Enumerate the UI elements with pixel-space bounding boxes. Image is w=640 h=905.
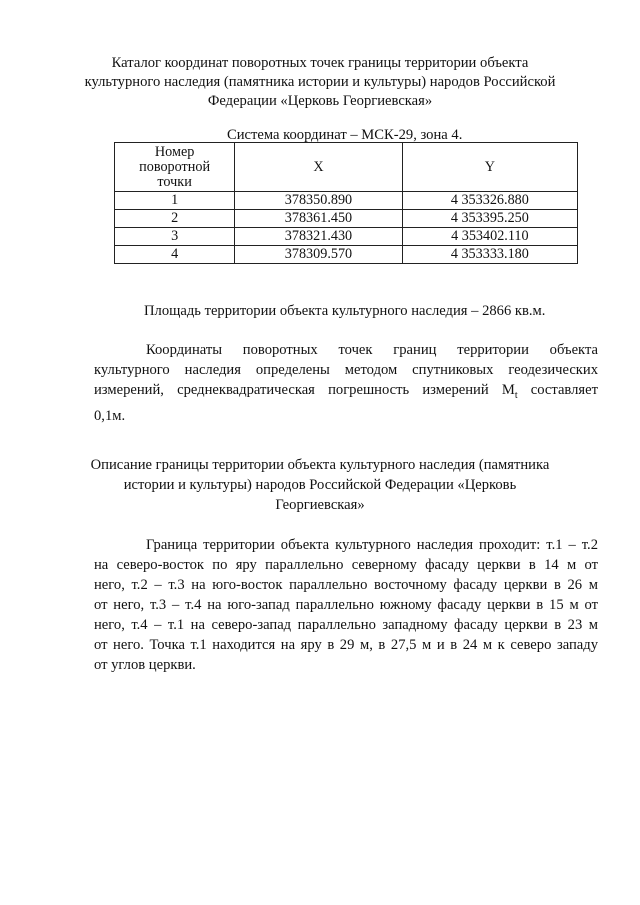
paragraph-line: культурного наследия определены методом спутниковых геодезических [94, 362, 598, 378]
paragraph-line [94, 380, 598, 406]
heading-line: Георгиевская» [275, 497, 365, 513]
header-text: точки [157, 173, 192, 190]
header-x: X [235, 143, 402, 192]
cell-y: 4 353395.250 [402, 210, 577, 228]
error-subscript: t [514, 389, 518, 401]
coordinates-method-paragraph [94, 340, 598, 426]
table-row [115, 192, 578, 210]
paragraph-line: Граница территории объекта культурного наследия проходит: т.1 – т.2 [146, 537, 598, 553]
table-row [115, 228, 578, 246]
paragraph-line: Координаты поворотных точек границ территории объекта [146, 342, 598, 358]
paragraph-line: на северо-восток по яру параллельно северному фасаду церкви в 14 м от [94, 557, 598, 573]
paragraph-line: 0,1м. [94, 407, 126, 424]
area-statement: Площадь территории объекта культурного наследия – 2866 кв.м. [144, 303, 546, 319]
header-y: Y [402, 143, 577, 192]
cell-x: 378321.430 [235, 228, 402, 246]
cell-x: 378350.890 [235, 192, 402, 210]
paragraph-line: него, т.4 – т.1 на северо-запад параллельно западному фасаду церкви в 23 м [94, 617, 598, 633]
table-row [115, 210, 578, 228]
table-header-row [115, 143, 578, 192]
header-text: Номер [154, 143, 195, 160]
title-line: Каталог координат поворотных точек границы территории объекта [111, 55, 529, 71]
paragraph-text: составляет [517, 382, 598, 398]
cell-y: 4 353402.110 [402, 228, 577, 246]
title-line: культурного наследия (памятника истории и культуры) народов Российской [84, 74, 556, 90]
cell-point: 1 [115, 192, 235, 210]
paragraph-text: измерений, среднеквадратическая погрешность измерений М [94, 382, 515, 398]
cell-y: 4 353326.880 [402, 192, 577, 210]
coordinates-table [114, 142, 578, 264]
paragraph-line: него, т.2 – т.3 на юго-восток параллельно восточному фасаду церкви в 26 м [94, 577, 598, 593]
heading-line: истории и культуры) народов Российской Федерации «Церковь [123, 477, 517, 493]
header-point-number [115, 143, 235, 192]
paragraph-line: от него, т.3 – т.4 на юго-запад параллельно южному фасаду церкви в 15 м от [94, 597, 598, 613]
table-row [115, 246, 578, 264]
cell-point: 4 [115, 246, 235, 264]
heading-line: Описание границы территории объекта культурного наследия (памятника [90, 457, 550, 473]
title-line: Федерации «Церковь Георгиевская» [207, 93, 433, 109]
cell-x: 378361.450 [235, 210, 402, 228]
cell-point: 2 [115, 210, 235, 228]
cell-x: 378309.570 [235, 246, 402, 264]
cell-point: 3 [115, 228, 235, 246]
boundary-description-heading [80, 455, 560, 515]
coordinate-system-label: Система координат – МСК-29, зона 4. [227, 127, 463, 143]
paragraph-line: от углов церкви. [94, 657, 196, 673]
header-text: поворотной [139, 158, 211, 175]
boundary-description-paragraph [94, 535, 598, 675]
catalog-title [80, 54, 560, 111]
paragraph-line: от него. Точка т.1 находится на яру в 29 м, в 27,5 м и в 24 м к северо западу [94, 637, 598, 653]
cell-y: 4 353333.180 [402, 246, 577, 264]
